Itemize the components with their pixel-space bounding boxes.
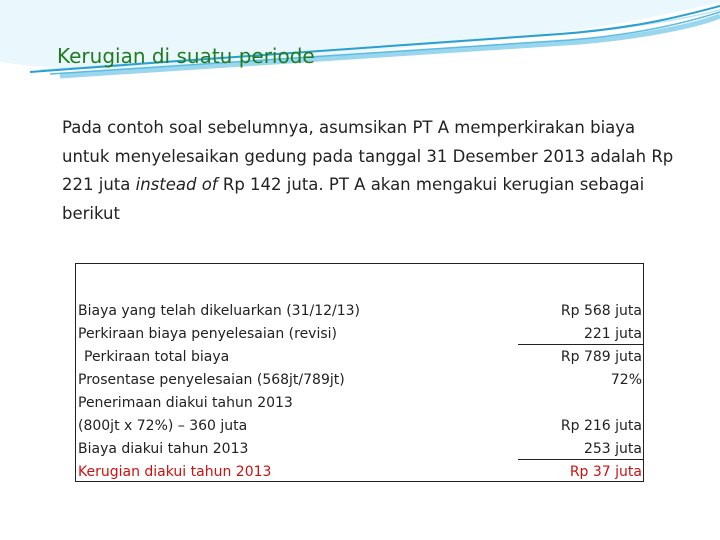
row-label: Perkiraan total biaya <box>84 349 230 365</box>
row-value: Rp 568 juta <box>560 303 642 319</box>
subtotal-rule <box>518 344 643 345</box>
row-label: Biaya yang telah dikeluarkan (31/12/13) <box>78 303 361 319</box>
body-text-part-2: Rp 142 juta. PT A akan mengakui kerugian sebagai berikut <box>62 175 645 223</box>
row-label: Penerimaan diakui tahun 2013 <box>78 395 293 411</box>
row-label: (800jt x 72%) – 360 juta <box>78 418 248 434</box>
row-label: Perkiraan biaya penyelesaian (revisi) <box>78 326 337 342</box>
body-paragraph <box>62 114 682 228</box>
row-value: 72% <box>610 372 642 388</box>
body-text-part-1: Pada contoh soal sebelumnya, asumsikan PT A memperkirakan biaya untuk menyelesaikan gedung pada tanggal 31 Desember 2013 adalah Rp 221 juta <box>62 118 674 194</box>
table-row-total-estimated-cost <box>76 346 643 369</box>
row-label: Biaya diakui tahun 2013 <box>78 441 249 457</box>
row-value: 253 juta <box>583 441 642 457</box>
body-text-italic: instead of <box>135 175 218 194</box>
table-row-cost-recognized <box>76 438 643 461</box>
slide-title: Kerugian di suatu periode <box>57 44 315 68</box>
table-row-revenue-recognized-heading <box>76 392 643 415</box>
table-row-revenue-recognized <box>76 415 643 438</box>
loss-calculation-table <box>75 263 644 482</box>
row-value: 221 juta <box>583 326 642 342</box>
row-value: Rp 37 juta <box>569 464 642 480</box>
table-row-estimated-completion-cost <box>76 323 643 346</box>
total-rule <box>518 459 643 460</box>
row-label: Prosentase penyelesaian (568jt/789jt) <box>78 372 345 388</box>
table-row-percent-complete <box>76 369 643 392</box>
table-row-loss-recognized <box>76 461 643 484</box>
row-label: Kerugian diakui tahun 2013 <box>78 464 272 480</box>
row-value: Rp 216 juta <box>560 418 642 434</box>
row-value: Rp 789 juta <box>560 349 642 365</box>
table-row-cost-incurred <box>76 300 643 323</box>
